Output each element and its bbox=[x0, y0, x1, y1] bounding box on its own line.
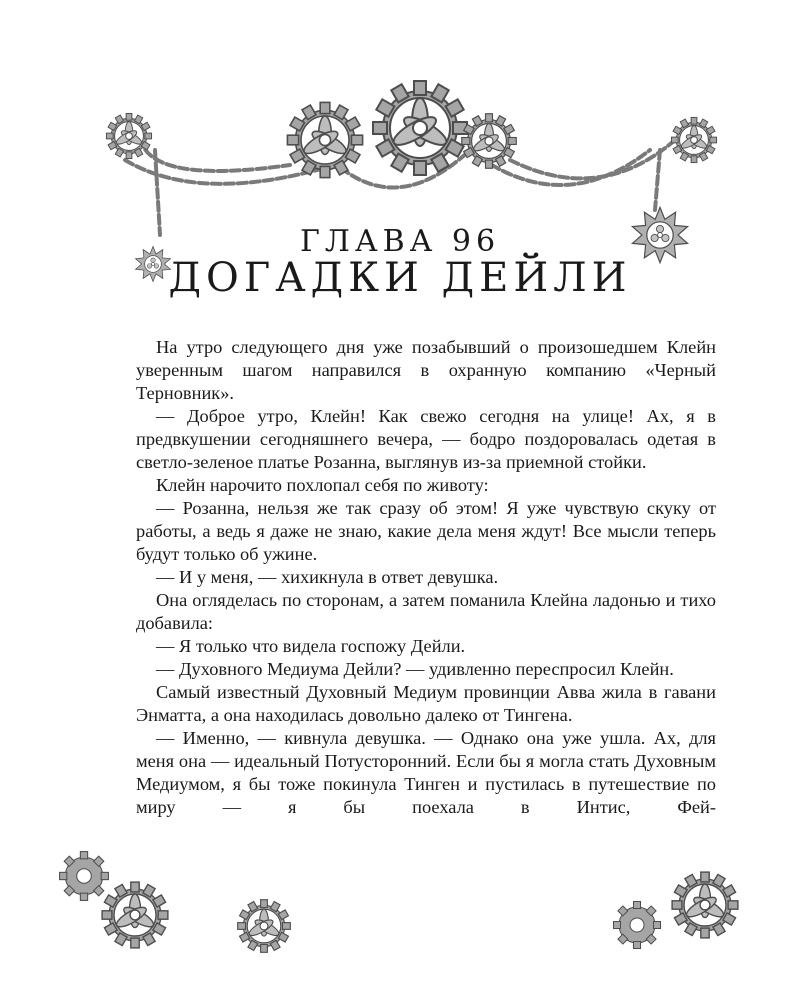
gear-icon-footer-left-top bbox=[60, 852, 109, 901]
gear-icon-right-small bbox=[671, 117, 716, 162]
paragraph: — Доброе утро, Клейн! Как свежо сегодня на улице! Ах, я в предвкушении сегодняшнего вечера, — бодро поздоровалась одетая в светло-зеленое платье Розанна, выглянув из-за приемной стойки. bbox=[136, 406, 716, 472]
paragraph: — Я только что видела госпожу Дейли. bbox=[156, 636, 466, 656]
gear-icon-center-left bbox=[287, 102, 362, 177]
paragraph: — Именно, — кивнула девушка. — Однако она уже ушла. Ах, для меня она — идеальный Потусторонний. Если бы я могла стать Духовным Медиумом, я бы тоже покинула Тинген и пустилась в путешествие по миру — я бы поехала в Интис, Фей- bbox=[136, 728, 716, 817]
paragraph: Она огляделась по сторонам, а затем поманила Клейна ладонью и тихо добавила: bbox=[136, 590, 716, 633]
chapter-number: ГЛАВА 96 bbox=[299, 224, 501, 259]
paragraph: — Розанна, нельзя же так сразу об этом! Я уже чувствую скуку от работы, а ведь я даже не знаю, какие дела меня ждут! Все мысли теперь будут только об ужине. bbox=[136, 498, 716, 564]
paragraph: Клейн нарочито похлопал себя по животу: bbox=[156, 475, 489, 495]
paragraph: — И у меня, — хихикнула в ответ девушка. bbox=[156, 567, 499, 587]
paragraph: — Духовного Медиума Дейли? — удивленно переспросил Клейн. bbox=[156, 659, 674, 679]
paragraph: Самый известный Духовный Медиум провинции Авва жила в гавани Энматта, а она находилась довольно далеко от Тингена. bbox=[136, 682, 716, 725]
footer-ornament-gears bbox=[0, 840, 800, 1000]
gear-icon-footer-right-top bbox=[672, 872, 738, 938]
gear-icon-footer-left bbox=[102, 882, 168, 948]
chapter-body bbox=[136, 336, 716, 819]
gear-icon-footer-right bbox=[614, 902, 661, 949]
gear-icon-footer-center bbox=[238, 900, 291, 953]
chapter-title: ДОГАДКИ ДЕЙЛИ bbox=[168, 255, 632, 301]
gear-icon-center-main bbox=[373, 81, 467, 175]
paragraph: На утро следующего дня уже позабывший о произошедшем Клейн уверенным шагом направился в охранную компанию «Черный Терновник». bbox=[136, 337, 716, 403]
